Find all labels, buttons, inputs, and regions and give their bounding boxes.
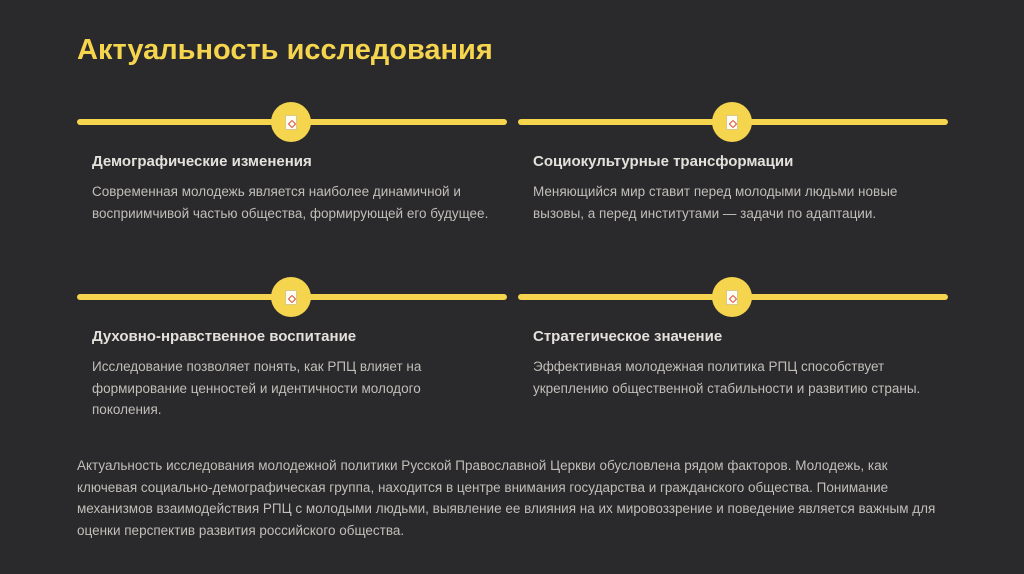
card-heading: Демографические изменения xyxy=(92,153,312,170)
card-body: Современная молодежь является наиболее динамичной и восприимчивой частью общества, формирующей его будущее. xyxy=(92,184,489,221)
document-icon xyxy=(712,102,752,142)
card-body: Меняющийся мир ставит перед молодыми людьми новые вызовы, а перед институтами — задачи по адаптации. xyxy=(533,184,898,221)
card-body: Исследование позволяет понять, как РПЦ влияет на формирование ценностей и идентичности молодого поколения. xyxy=(92,359,422,417)
page-title: Актуальность исследования xyxy=(77,34,493,66)
document-icon xyxy=(712,277,752,317)
card-body: Эффективная молодежная политика РПЦ способствует укреплению общественной стабильности и развитию страны. xyxy=(533,359,921,396)
card-heading: Стратегическое значение xyxy=(533,328,723,345)
document-icon xyxy=(271,277,311,317)
summary-paragraph: Актуальность исследования молодежной политики Русской Православной Церкви обусловлена рядом факторов. Молодежь, как ключевая социально-демографическая группа, находится в центре внимания государства и гражданского общества. Понимание механизмов взаимодействия РПЦ с молодыми людьми, выявление ее влияния на их мировоззрение и поведение является важным для оценки перспектив развития российского общества. xyxy=(77,458,936,538)
card-heading: Социокультурные трансформации xyxy=(533,153,794,170)
document-icon xyxy=(271,102,311,142)
card-heading: Духовно-нравственное воспитание xyxy=(92,328,357,345)
